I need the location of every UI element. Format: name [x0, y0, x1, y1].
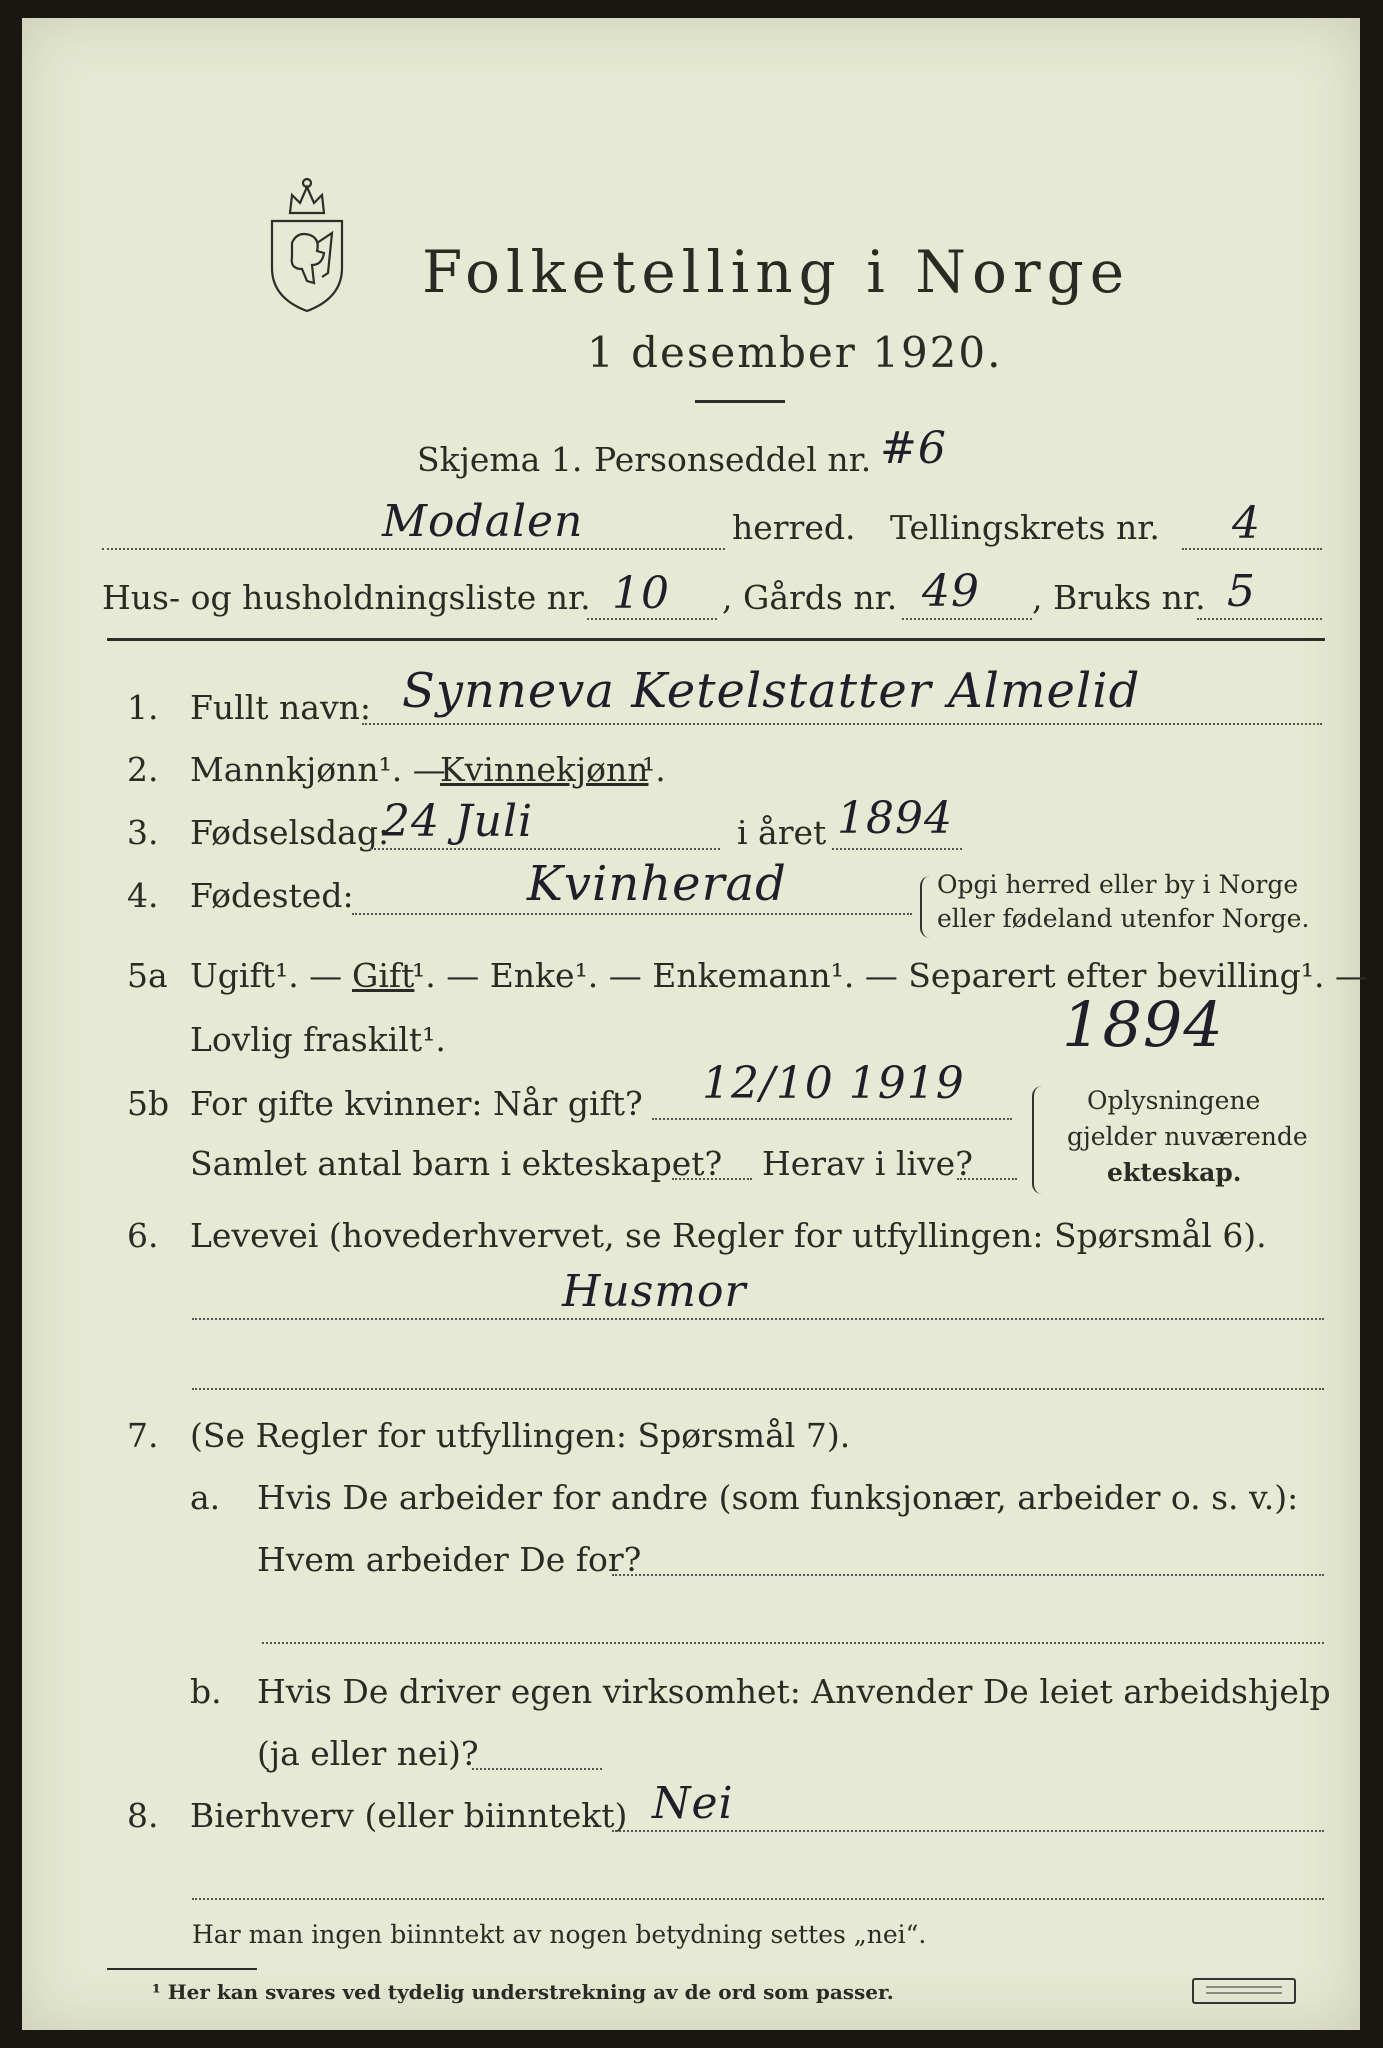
schema-label: Skjema 1.: [417, 440, 583, 479]
q6-occupation: Husmor: [562, 1266, 747, 1317]
q5b-note-2: gjelder nuværende: [1067, 1122, 1308, 1151]
footnote-divider: [107, 1968, 257, 1970]
q5b-label: For gifte kvinner: Når gift?: [190, 1084, 643, 1123]
q6-label: Levevei (hovederhvervet, se Regler for utfyllingen: Spørsmål 6).: [190, 1216, 1267, 1255]
q5b-note-1: Oplysningene: [1087, 1086, 1261, 1115]
form-date: 1 desember 1920.: [587, 328, 1003, 377]
q6-number: 6.: [127, 1216, 159, 1255]
q6-line-2: [192, 1388, 1324, 1390]
q5b-number: 5b: [127, 1084, 170, 1123]
q5a-number: 5a: [127, 956, 168, 995]
q7a-line-2: [262, 1642, 1324, 1644]
q4-number: 4.: [127, 876, 159, 915]
q3-number: 3.: [127, 813, 159, 852]
q6-line-1: [192, 1318, 1324, 1320]
herred-value: Modalen: [382, 496, 584, 547]
census-form: [22, 18, 1368, 2030]
q5b-brace: [1032, 1086, 1044, 1194]
q7b-question: (ja eller nei)?: [257, 1734, 479, 1773]
q3-birthday: 24 Juli: [382, 796, 534, 847]
husliste-value: 10: [612, 568, 670, 619]
herred-label: herred.: [732, 508, 856, 547]
q2-suffix: ¹.: [642, 750, 666, 789]
q7a-question: Hvem arbeider De for?: [257, 1540, 642, 1579]
printer-stamp-icon: [1196, 1980, 1292, 2000]
q4-brace: [920, 876, 930, 938]
husliste-label: Hus- og husholdningsliste nr.: [102, 578, 591, 617]
q7a-number: a.: [190, 1478, 221, 1517]
q3-year-label: i året: [737, 813, 827, 852]
form-title: Folketelling i Norge: [422, 238, 1131, 306]
q4-birthplace: Kvinherad: [527, 856, 787, 912]
q2-kvinnekjonn: Kvinnekjønn: [440, 750, 649, 789]
q8-number: 8.: [127, 1796, 159, 1835]
q5b-barn-line: [672, 1178, 752, 1180]
bruks-label: , Bruks nr.: [1032, 578, 1206, 617]
q3-line: [370, 848, 720, 850]
q4-note-2: eller fødeland utenfor Norge.: [937, 904, 1310, 933]
herred-line: [102, 548, 725, 550]
biinntekt-note: Har man ingen biinntekt av nogen betydning settes „nei“.: [192, 1920, 927, 1949]
q7a-text: Hvis De arbeider for andre (som funksjonær, arbeider o. s. v.):: [257, 1478, 1299, 1517]
q8-line-2: [192, 1898, 1324, 1900]
q4-label: Fødested:: [190, 876, 354, 915]
coat-of-arms-icon: [262, 173, 352, 313]
q3-year-line: [832, 848, 962, 850]
printer-stamp: [1192, 1978, 1296, 2004]
personseddel-value: #6: [880, 423, 947, 474]
q7b-text: Hvis De driver egen virksomhet: Anvender De leiet arbeidshjelp: [257, 1672, 1331, 1711]
q3-label: Fødselsdag:: [190, 813, 390, 852]
tellingskrets-label: Tellingskrets nr.: [890, 508, 1160, 547]
gards-line: [902, 618, 1032, 620]
q7b-number: b.: [190, 1672, 222, 1711]
q5b-note-3: ekteskap.: [1107, 1158, 1242, 1187]
header-divider: [107, 638, 1325, 641]
bruks-value: 5: [1227, 566, 1256, 617]
q8-label: Bierhverv (eller biinntekt): [190, 1796, 628, 1835]
q4-line: [352, 913, 912, 915]
q3-birth-year: 1894: [837, 793, 953, 844]
q7-label: (Se Regler for utfyllingen: Spørsmål 7).: [190, 1416, 851, 1455]
q5b-barn-label: Samlet antal barn i ekteskapet?: [190, 1144, 723, 1183]
q5b-live-label: Herav i live?: [762, 1144, 973, 1183]
title-divider: [695, 400, 785, 403]
q5a-ugift: Ugift¹. —: [190, 956, 343, 995]
q7b-line: [472, 1768, 602, 1770]
personseddel-label: Personseddel nr.: [594, 440, 872, 479]
q8-line: [612, 1830, 1324, 1832]
q1-number: 1.: [127, 688, 159, 727]
q7-number: 7.: [127, 1416, 159, 1455]
q2-number: 2.: [127, 750, 159, 789]
q5b-live-line: [957, 1178, 1017, 1180]
q5a-gift: Gift: [352, 956, 415, 995]
q1-line: [362, 723, 1322, 725]
q2-mannkjonn: Mannkjønn¹. —: [190, 750, 446, 789]
footnote: ¹ Her kan svares ved tydelig understrekning av de ord som passer.: [152, 1980, 894, 2004]
q5b-line: [652, 1118, 1012, 1120]
q1-full-name: Synneva Ketelstatter Almelid: [402, 663, 1141, 719]
gards-value: 49: [922, 566, 980, 617]
q8-side-income: Nei: [652, 1778, 734, 1829]
q5a-margin-note: 1894: [1062, 988, 1224, 1061]
q7a-line-1: [612, 1574, 1324, 1576]
q1-label: Fullt navn:: [190, 688, 371, 727]
tellingskrets-value: 4: [1232, 498, 1261, 549]
q4-note-1: Opgi herred eller by i Norge: [937, 870, 1299, 899]
q5b-marriage-date: 12/10 1919: [702, 1058, 965, 1109]
q5a-fraskilt: Lovlig fraskilt¹.: [190, 1020, 446, 1059]
gards-label: , Gårds nr.: [722, 578, 898, 617]
bruks-line: [1197, 618, 1322, 620]
q5a-options: ¹. — Enke¹. — Enkemann¹. — Separert efter bevilling¹. —: [412, 956, 1368, 995]
